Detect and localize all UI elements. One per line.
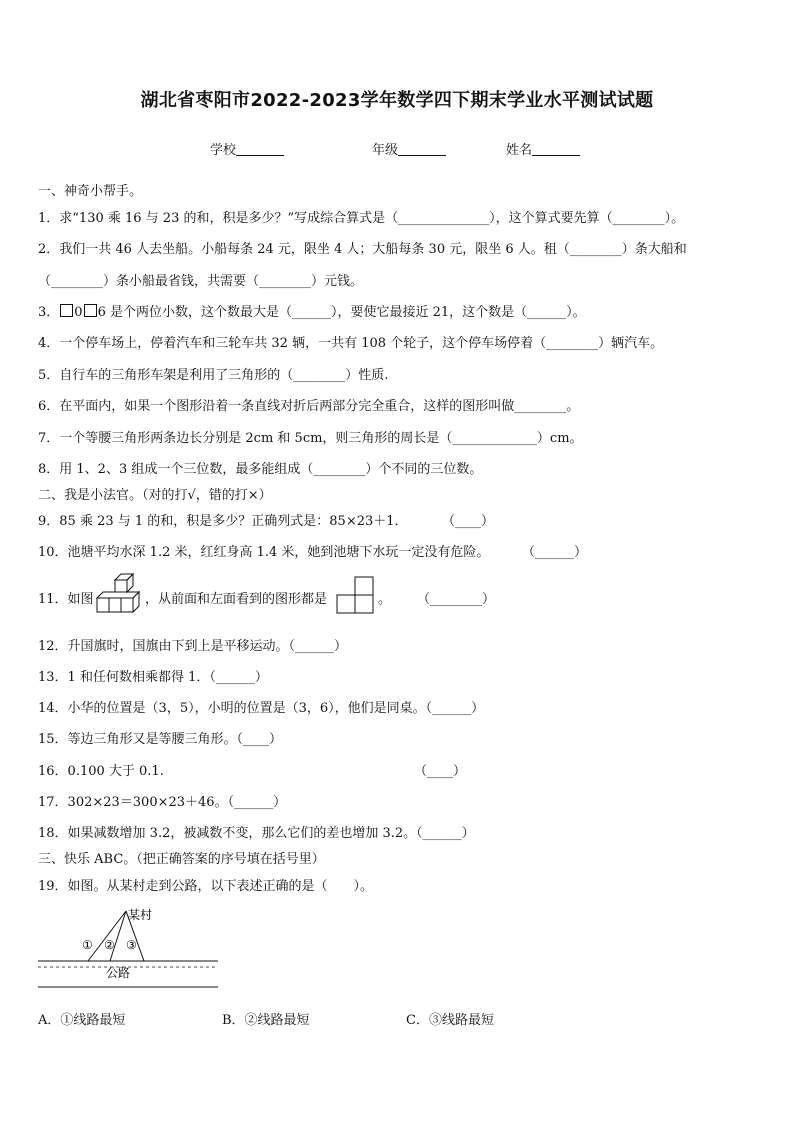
question-6: 6．在平面内，如果一个图形沿着一条直线对折后两部分完全重合，这样的图形叫做________。 (38, 399, 580, 414)
option-b[interactable]: B．②线路最短 (222, 1013, 310, 1028)
answer-paren-9[interactable]: （____） (442, 514, 495, 529)
name-label: 姓名 (506, 143, 533, 158)
question-3-text: 6 是个两位小数，这个数最大是（______），要使它最接近 21，这个数是（______）。 (97, 305, 586, 320)
question-2-line-1: 2．我们一共 46 人去坐船。小船每条 24 元，限坐 4 人；大船每条 30 元，限坐 6 人。租（________）条大船和 (38, 242, 687, 257)
grade-field[interactable] (372, 139, 446, 158)
page-title: 湖北省枣阳市2022-2023学年数学四下期末学业水平测试试题 (140, 90, 654, 111)
option-c[interactable]: C．③线路最短 (406, 1013, 494, 1028)
question-15: 15．等边三角形又是等腰三角形。（____） (38, 732, 283, 747)
question-2-line-2: （________）条小船最省钱，共需要（________）元钱。 (38, 274, 364, 289)
question-14: 14．小华的位置是（3，5），小明的位置是（3，6），他们是同桌。（______） (38, 701, 485, 716)
question-18: 18．如果减数增加 3.2，被减数不变，那么它们的差也增加 3.2。（______） (38, 826, 475, 841)
question-11-label: 11．如图 (38, 592, 94, 607)
question-3-number: 3． (38, 305, 60, 320)
name-blank[interactable] (532, 141, 580, 156)
question-8: 8．用 1、2、3 组成一个三位数，最多能组成（________）个不同的三位数。 (38, 462, 483, 477)
digit-box (84, 304, 97, 317)
answer-paren-10[interactable]: （______） (522, 545, 588, 560)
cube-stack-figure (93, 572, 145, 616)
question-11-text: ，从前面和左面看到的图形都是 (145, 592, 328, 607)
view-shape-figure (335, 575, 377, 615)
school-field[interactable] (210, 139, 284, 158)
answer-paren-11[interactable]: （________） (417, 592, 496, 607)
answer-paren-16[interactable]: （____） (414, 764, 467, 779)
route-1-label: ① (82, 938, 93, 952)
question-13: 13．1 和任何数相乘都得 1．（______） (38, 670, 268, 685)
question-19: 19．如图。从某村走到公路，以下表述正确的是（ ）。 (38, 879, 374, 894)
name-field[interactable] (506, 139, 580, 158)
section-heading-2: 二、我是小法官。（对的打√，错的打×） (38, 488, 272, 503)
route-3-label: ③ (126, 938, 137, 952)
question-3-digit: 0 (74, 305, 83, 320)
road-label: 公路 (106, 966, 131, 980)
route-line-2 (110, 911, 126, 961)
village-label: 某村 (128, 908, 153, 922)
digit-box (60, 304, 73, 317)
question-1: 1．求“130 乘 16 与 23 的和，积是多少？”写成综合算式是（______________），这个算式要先算（________）。 (38, 211, 685, 226)
question-4: 4．一个停车场上，停着汽车和三轮车共 32 辆，一共有 108 个轮子，这个停车场停着（________）辆汽车。 (38, 336, 664, 351)
question-10: 10．池塘平均水深 1.2 米，红红身高 1.4 米，她到池塘下水玩一定没有危险。 (38, 545, 490, 560)
option-a[interactable]: A．①线路最短 (38, 1013, 126, 1028)
grade-label: 年级 (372, 143, 399, 158)
village-road-figure (38, 905, 228, 995)
question-11-end: 。 (378, 592, 392, 607)
question-9: 9．85 乘 23 与 1 的和，积是多少？正确列式是：85×23＋1． (38, 514, 408, 529)
question-7: 7．一个等腰三角形两条边长分别是 2cm 和 5cm，则三角形的周长是（_____________）cm。 (38, 431, 583, 446)
question-12: 12．升国旗时，国旗由下到上是平移运动。（______） (38, 639, 348, 654)
question-17: 17．302×23＝300×23＋46。（______） (38, 795, 287, 810)
route-2-label: ② (104, 938, 115, 952)
question-16: 16．0.100 大于 0.1. (38, 764, 164, 779)
question-3 (38, 301, 586, 320)
school-label: 学校 (210, 143, 237, 158)
route-line-1 (88, 911, 126, 961)
question-5: 5．自行车的三角形车架是利用了三角形的（________）性质. (38, 368, 389, 383)
grade-blank[interactable] (398, 141, 446, 156)
school-blank[interactable] (236, 141, 284, 156)
section-heading-1: 一、神奇小帮手。 (38, 184, 143, 199)
section-heading-3: 三、快乐 ABC。（把正确答案的序号填在括号里） (38, 852, 325, 867)
